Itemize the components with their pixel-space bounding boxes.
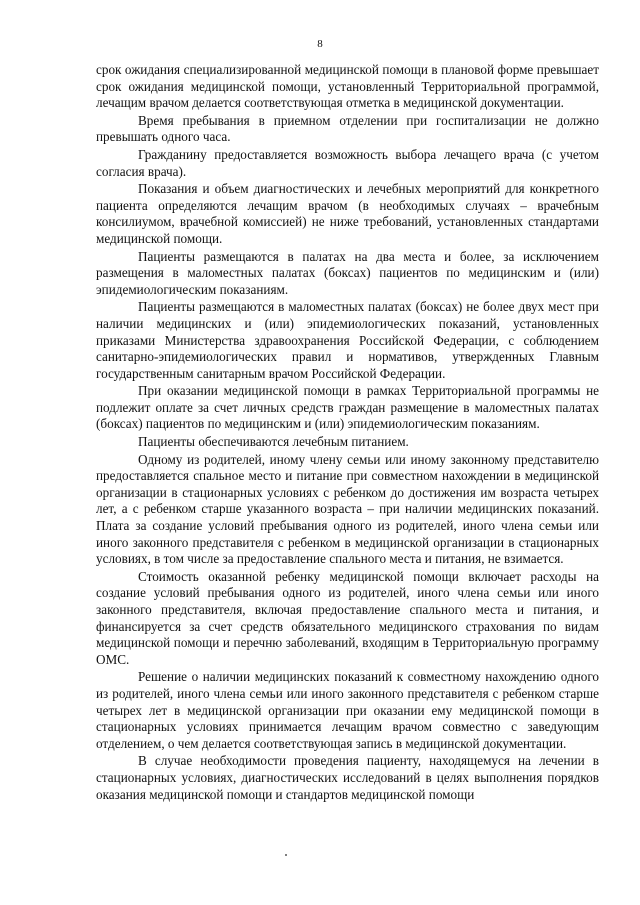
paragraph-doctor-choice: Гражданину предоставляется возможность выбора лечащего врача (с учетом согласия врача). [96,146,599,179]
paragraph-nutrition: Пациенты обеспечиваются лечебным питанием. [138,434,409,450]
page-number: 8 [317,38,323,50]
paragraph-continuation: срок ожидания специализированной медицинской помощи в плановой форме превышает срок ожидания медицинской помощи, установленный Территориальной программой, лечащим врачом делается соответствующая отметка в медицинской документации. [96,62,599,111]
paragraph-treatment-scope: Показания и объем диагностических и лечебных мероприятий для конкретного пациента определяются лечащим врачом (в необходимых случаях – врачебным консилиумом, врачебной комиссией) не ниже требований, установленных стандартами медицинской помощи. [96,181,599,246]
paragraph-small-wards: Пациенты размещаются в маломестных палатах (боксах) не более двух мест при наличии медицинских и (или) эпидемиологических показаний, установленных приказами Министерства здравоохранения Российской Федерации, с соблюдением санитарно-эпидемиологических правил и нормативов, утвержденных Главным государственным санитарным врачом Российской Федерации. [96,299,599,381]
document-body [96,62,599,803]
scan-speck [285,854,287,856]
paragraph-cost-coverage: Стоимость оказанной ребенку медицинской помощи включает расходы на создание условий пребывания одного из родителей, иного члена семьи или иного законного представителя, включая предоставление спального места и питания, и финансируется за счет средств обязательного медицинского страхования по видам медицинской помощи и перечню заболеваний, входящим в Территориальную программу ОМС. [96,568,599,667]
paragraph-medical-indications: Решение о наличии медицинских показаний к совместному нахождению одного из родителей, иного члена семьи или иного законного представителя с ребенком старше четырех лет в медицинской организации при оказании ему медицинской помощи в стационарных условиях принимается лечащим врачом совместно с заведующим отделением, о чем делается соответствующая запись в медицинской документации. [96,669,599,751]
paragraph-parent-stay: Одному из родителей, иному члену семьи или иному законному представителю предоставляется спальное место и питание при совместном нахождении в медицинской организации в стационарных условиях с ребенком до достижения им возраста четырех лет, а с ребенком старше указанного возраста – при наличии медицинских показаний. Плата за создание условий пребывания одного из родителей, иного члена семьи или иного законного представителя с ребенком в медицинской организации в стационарных условиях, в том числе за предоставление спального места и питания, не взимается. [96,451,599,567]
paragraph-no-charge: При оказании медицинской помощи в рамках Территориальной программы не подлежит оплате за счет личных средств граждан размещение в маломестных палатах (боксах) пациентов по медицинским и (или) эпидемиологическим показаниям. [96,383,599,432]
paragraph-ward-placement: Пациенты размещаются в палатах на два места и более, за исключением размещения в маломестных палатах (боксах) пациентов по медицинским и (или) эпидемиологическим показаниям. [96,248,599,297]
paragraph-admission-time: Время пребывания в приемном отделении при госпитализации не должно превышать одного часа. [96,112,599,145]
paragraph-diagnostics: В случае необходимости проведения пациенту, находящемуся на лечении в стационарных условиях, диагностических исследований в целях выполнения порядков оказания медицинской помощи и стандартов медицинской помощи [96,753,599,802]
